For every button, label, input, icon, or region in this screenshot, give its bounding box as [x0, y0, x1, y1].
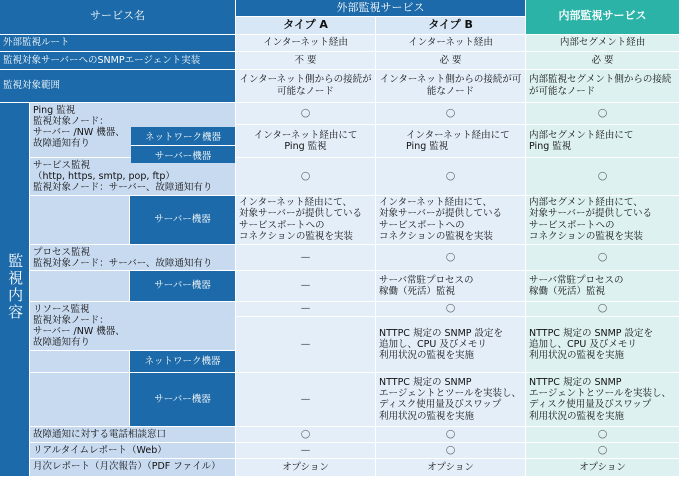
monthly-i: オプション	[526, 459, 680, 477]
process-category: プロセス監視 監視対象ノード：サーバー、故障通知有り	[30, 245, 236, 271]
phone-b: ○	[376, 427, 526, 443]
ping-i-circle: ○	[526, 103, 680, 126]
service-i: 内部セグメント経由にて、 対象サーバーが提供している サービスポートへの コネクションの監視を実装	[526, 196, 680, 245]
resource-category: リソース監視 監視対象ノード： サーバー /NW 機器、 故障通知有り	[30, 302, 236, 351]
monitoring-content-label	[0, 103, 30, 477]
ping-b-circle: ○	[376, 103, 526, 126]
service-b-circle: ○	[376, 158, 526, 196]
realtime-label: リアルタイムレポート（Web）	[30, 443, 236, 459]
header-internal: 内部監視サービス	[526, 0, 680, 35]
process-a-dash: —	[236, 245, 376, 271]
realtime-i: ○	[526, 443, 680, 459]
header-service-name: サービス名	[0, 0, 236, 35]
header-type-a: タイプ A	[236, 17, 376, 34]
resource-spacer2	[30, 373, 130, 426]
resource-spacer1	[30, 351, 130, 374]
resource-sv-b: NTTPC 規定の SNMP エージェントとツールを実装し、 ディスク使用量及びスワップ 利用状況の監視を実施	[376, 373, 526, 426]
service-b: インターネット経由にて、 対象サーバーが提供している サービスポートへの コネクションの監視を実装	[376, 196, 526, 245]
process-a-dash2: —	[236, 271, 376, 302]
ping-i: 内部セグメント経由にて Ping 監視	[526, 125, 680, 158]
service-a: インターネット経由にて、 対象サーバーが提供している サービスポートへの コネクションの監視を実装	[236, 196, 376, 245]
resource-node1: ネットワーク機器	[130, 351, 236, 374]
snmp-b: 必 要	[376, 52, 526, 69]
resource-b-circle: ○	[376, 302, 526, 317]
process-i-circle: ○	[526, 245, 680, 271]
route-label: 外部監視ルート	[0, 35, 236, 52]
route-a: インターネット経由	[236, 35, 376, 52]
monthly-label: 月次レポート（月次報告）（PDF ファイル）	[30, 459, 236, 477]
scope-i: 内部監視セグメント側からの接続が可能なノード	[526, 70, 680, 103]
service-i-circle: ○	[526, 158, 680, 196]
phone-label: 故障通知に対する電話相談窓口	[30, 427, 236, 443]
scope-a: インターネット側からの接続が可能なノード	[236, 70, 376, 103]
snmp-a: 不 要	[236, 52, 376, 69]
side-label-text: 監視内容	[6, 253, 25, 322]
route-i: 内部セグメント経由	[526, 35, 680, 52]
resource-sv-i: NTTPC 規定の SNMP エージェントとツールを実装し、 ディスク使用量及びスワップ 利用状況の監視を実施	[526, 373, 680, 426]
service-a-circle: ○	[236, 158, 376, 196]
resource-nw-b: NTTPC 規定の SNMP 設定を 追加し、CPU 及びメモリ 利用状況の監視を実施	[376, 317, 526, 373]
process-b: サーバ常駐プロセスの 稼働（死活）監視	[376, 271, 526, 302]
ping-category: Ping 監視 監視対象ノード： サーバー /NW 機器、 故障通知有り	[30, 103, 236, 158]
route-b: インターネット経由	[376, 35, 526, 52]
snmp-label: 監視対象サーバーへのSNMPエージェント実装	[0, 52, 236, 69]
service-spacer	[30, 196, 130, 245]
header-type-b: タイプ B	[376, 17, 526, 34]
ping-b: インターネット経由にて Ping 監視	[376, 125, 526, 158]
phone-a: ○	[236, 427, 376, 443]
realtime-b: ○	[376, 443, 526, 459]
scope-label: 監視対象範囲	[0, 70, 236, 103]
ping-node1: ネットワーク機器	[131, 127, 235, 146]
process-spacer	[30, 271, 130, 302]
resource-i-circle: ○	[526, 302, 680, 317]
ping-a-circle: ○	[236, 103, 376, 126]
process-node: サーバー機器	[130, 271, 236, 302]
resource-nw-a: —	[236, 317, 376, 373]
resource-sv-a: —	[236, 373, 376, 426]
process-b-circle: ○	[376, 245, 526, 271]
ping-a: インターネット経由にて Ping 監視	[236, 125, 376, 158]
process-i: サーバ常駐プロセスの 稼働（死活）監視	[526, 271, 680, 302]
ping-node2: サーバー機器	[131, 146, 235, 163]
scope-b: インターネット側からの接続が可能なノード	[376, 70, 526, 103]
resource-a-dash: —	[236, 302, 376, 317]
monthly-a: オプション	[236, 459, 376, 477]
header-external: 外部監視サービス	[236, 0, 526, 17]
monthly-b: オプション	[376, 459, 526, 477]
resource-node2: サーバー機器	[130, 373, 236, 426]
snmp-i: 必 要	[526, 52, 680, 69]
phone-i: ○	[526, 427, 680, 443]
service-category: サービス監視 （http, https, smtp, pop, ftp） 監視対象ノード：サーバー、故障通知有り	[30, 158, 236, 196]
service-node: サーバー機器	[130, 196, 236, 245]
resource-nw-i: NTTPC 規定の SNMP 設定を 追加し、CPU 及びメモリ 利用状況の監視を実施	[526, 317, 680, 373]
realtime-a: —	[236, 443, 376, 459]
